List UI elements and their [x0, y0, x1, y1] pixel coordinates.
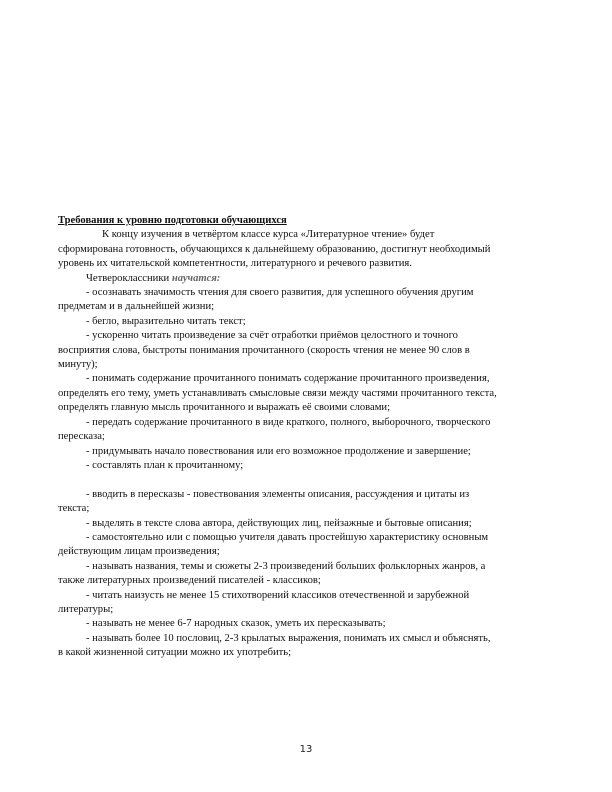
learners-prefix: Четвероклассники — [86, 272, 170, 284]
paragraph-spacer — [58, 473, 498, 487]
list-item: - называть названия, темы и сюжеты 2-3 произведений больших фольклорных жанров, а также литературных произведений писателей - классиков; — [58, 560, 486, 587]
document-body — [58, 214, 498, 661]
list-item: - составлять план к прочитанному; — [86, 459, 244, 471]
list-item: - бегло, выразительно читать текст; — [86, 315, 246, 327]
list-item: - передать содержание прочитанного в виде краткого, полного, выборочного, творческого пересказа; — [58, 416, 491, 443]
intro-paragraph: К концу изучения в четвёртом классе курса «Литературное чтение» будет сформирована готовность, обучающихся к дальнейшему образованию, достигнут необходимый уровень их читательской компетентности, литературного и речевого развития. — [58, 229, 491, 270]
list-item: - выделять в тексте слова автора, действующих лиц, пейзажные и бытовые описания; — [86, 517, 472, 529]
section-heading: Требования к уровню подготовки обучающихся — [58, 215, 287, 226]
list-item: - читать наизусть не менее 15 стихотворений классиков отечественной и зарубежной литературы; — [58, 589, 470, 615]
list-item: - называть не менее 6-7 народных сказок, уметь их пересказывать; — [86, 618, 386, 630]
list-item: - придумывать начало повествования или его возможное продолжение и завершение; — [86, 445, 471, 457]
list-item: - самостоятельно или с помощью учителя давать простейшую характеристику основным действующим лицам произведения; — [58, 531, 489, 558]
list-item: - вводить в пересказы - повествования элементы описания, рассуждения и цитаты из текста; — [58, 488, 470, 515]
list-item: - ускоренно читать произведение за счёт отработки приёмов целостного и точного восприятия слова, быстроты понимания прочитанного (скорость чтения не менее 90 слов в минуту); — [58, 330, 470, 371]
page-number: 13 — [299, 744, 313, 755]
list-item: - понимать содержание прочитанного понимать содержание прочитанного произведения, определять его тему, уметь устанавливать смысловые связи между частями прочитанного текста, определять главную мысль прочитанного и выражать её своими словами; — [58, 373, 497, 414]
list-item: - называть более 10 пословиц, 2-3 крылатых выражения, понимать их смысл и объяснять, в какой жизненной ситуации можно их употребить; — [58, 632, 491, 659]
list-item: - осознавать значимость чтения для своего развития, для успешного обучения другим предметам и в дальнейшей жизни; — [58, 287, 474, 313]
learners-line — [58, 272, 498, 286]
learners-emphasis: научатся: — [171, 272, 221, 284]
